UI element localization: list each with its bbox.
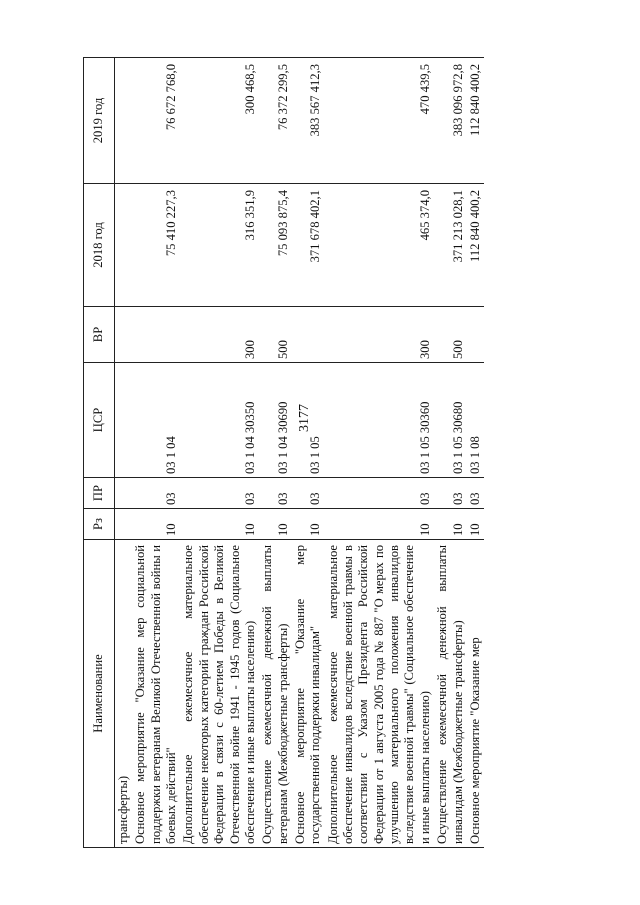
row-2019: 383 567 412,3 [292,58,325,184]
row-rz [115,509,133,540]
table-row [467,58,484,848]
header-vr: ВР [84,307,115,363]
row-rz: 10 [180,509,259,540]
table-row [434,58,467,848]
row-2018 [115,184,133,307]
row-2019: 300 468,5 [180,58,259,184]
row-name: Дополнительное ежемесячное материальное обеспечение инвалидов вследствие военной травмы в соответствии с Указом Президента Российской Федерации от 1 августа 2005 года № 887 "О мерах по улучшению материального положения инвалидов вследствие военной травмы" (Социальное обеспечение и иные выплаты населению) [325,540,435,848]
row-pr: 03 [467,478,484,509]
row-csr: 03 1 05 30360 [325,363,435,478]
row-name: Осуществление ежемесячной денежной выплаты инвалидам (Межбюджетные трансферты) [434,540,467,848]
row-2019: 76 672 768,0 [132,58,180,184]
row-rz: 10 [434,509,467,540]
row-name: Осуществление ежемесячной денежной выплаты ветеранам (Межбюджетные трансферты) [259,540,292,848]
row-2018: 316 351,9 [180,184,259,307]
header-csr: ЦСР [84,363,115,478]
row-2019 [115,58,133,184]
row-2018: 112 840 400,2 [467,184,484,307]
row-pr: 03 [325,478,435,509]
row-rz: 10 [467,509,484,540]
row-rz: 10 [292,509,325,540]
row-2019: 470 439,5 [325,58,435,184]
header-name: Наименование [84,540,115,848]
row-pr [115,478,133,509]
row-pr: 03 [132,478,180,509]
row-name: трансферты) [115,540,133,848]
row-vr: 300 [180,307,259,363]
row-2018: 371 213 028,1 [434,184,467,307]
row-2018: 465 374,0 [325,184,435,307]
row-pr: 03 [180,478,259,509]
table-row [132,58,180,848]
row-vr [467,307,484,363]
table-row [259,58,292,848]
row-pr: 03 [434,478,467,509]
row-name: Дополнительное ежемесячное материальное обеспечение некоторых категорий граждан Российской Федерации в связи с 60-летием Победы в Великой Отечественной войне 1941 - 1945 годов (Социальное обеспечение и иные выплаты населению) [180,540,259,848]
row-csr: 03 1 05 [292,363,325,478]
row-csr: 03 1 04 30350 [180,363,259,478]
row-vr: 500 [434,307,467,363]
row-pr: 03 [292,478,325,509]
row-2019: 76 372 299,5 [259,58,292,184]
row-vr: 500 [259,307,292,363]
row-csr: 03 1 05 30680 [434,363,467,478]
page-number: 3177 [297,404,312,432]
table-row [325,58,435,848]
row-rz: 10 [325,509,435,540]
table-row [292,58,325,848]
table-header-row [84,58,115,848]
header-2019: 2019 год [84,58,115,184]
row-2018: 371 678 402,1 [292,184,325,307]
table-row [115,58,133,848]
header-rz: Рз [84,509,115,540]
header-pr: ПР [84,478,115,509]
row-csr: 03 1 08 [467,363,484,478]
budget-table [83,57,484,848]
row-2018: 75 410 227,3 [132,184,180,307]
row-vr [115,307,133,363]
row-name: Основное мероприятие "Оказание мер социальной поддержки ветеранам Великой Отечественной войны и боевых действий" [132,540,180,848]
row-vr: 300 [325,307,435,363]
row-csr: 03 1 04 [132,363,180,478]
row-2019: 383 096 972,8 [434,58,467,184]
row-2019: 112 840 400,2 [467,58,484,184]
row-vr [292,307,325,363]
row-vr [132,307,180,363]
row-rz: 10 [259,509,292,540]
table-row [180,58,259,848]
budget-table-frame [83,58,603,848]
row-pr: 03 [259,478,292,509]
header-2018: 2018 год [84,184,115,307]
row-csr: 03 1 04 30690 [259,363,292,478]
row-name: Основное мероприятие "Оказание мер [467,540,484,848]
row-csr [115,363,133,478]
row-name: Основное мероприятие "Оказание мер государственной поддержки инвалидам" [292,540,325,848]
row-2018: 75 093 875,4 [259,184,292,307]
row-rz: 10 [132,509,180,540]
